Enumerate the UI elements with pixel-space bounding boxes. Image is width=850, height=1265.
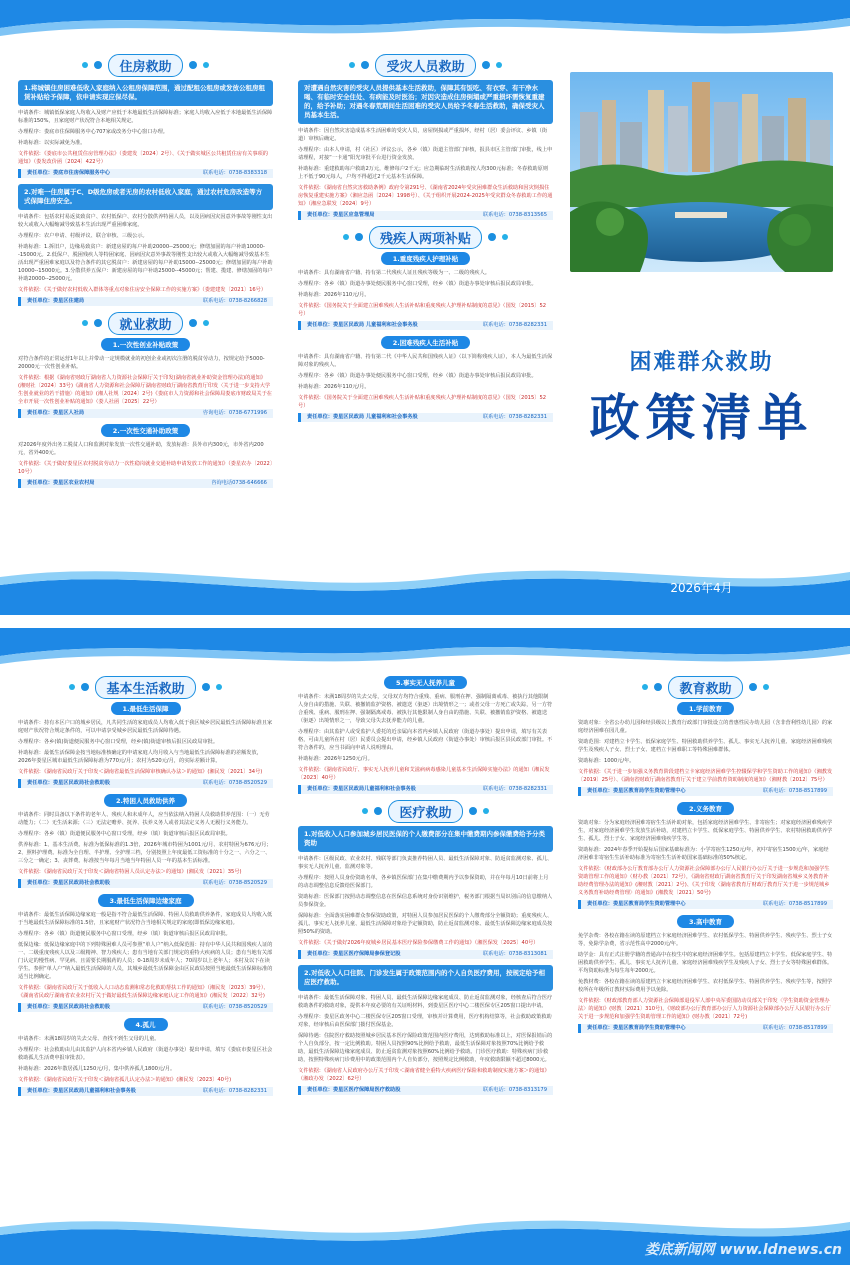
policy-text: 办理程序：各乡（镇）街道便民服务中心窗口受理，经乡（镇）街道审核后报区民政局审批。 (18, 931, 231, 937)
cover-org: 娄底市娄星区民政局 (642, 552, 760, 567)
section-title: 残疾人两项补贴 (369, 226, 482, 249)
policy-text: 申请条件：未满18周岁的失去父母，父母双方均符合重残、重病、服刑在押、强制隔离戒毒、被执行其他限制人身自由的措施、失联、被撤销监护资格、被遣送（驱逐）出境情形之一；或者父母一方死亡或失踪，另一方符合重残、重病、服刑在押、强制隔离戒毒、被执行其他限制人身自由的措施、失联、被撤销监护资格、被遣送（驱逐）出境情形之一，导致父母失去抚养能力的儿童。 (298, 694, 553, 724)
contact-bar (18, 169, 273, 178)
policy-text: 保障标准：全面落实困难群众参保资助政策，对特困人员参加居民医保的个人缴费部分全额资助；重度残疾人、孤儿、事实无人抚养儿童、最低生活保障对象给予定额资助，防止返贫监测对象、最低生活保障边缘家庭成员按照50%的资助。 (298, 913, 553, 935)
policy-banner: 1.将城镇住房困难低收入家庭纳入公租房保障范围，通过配租公租房或发放公租房租赁补贴给予保障，依申请实现应保尽保。 (18, 80, 273, 106)
policy-text: 办理程序：按照人员身份资助名单，各乡镇医保部门在集中缴费期内予以参保资助，并在年每月10日前将上月的动态调整信息反馈给医保部门。 (298, 875, 549, 889)
subsection-pill: 5.事实无人抚养儿童 (384, 676, 467, 689)
news-watermark (645, 1239, 842, 1259)
contact-bar (298, 321, 553, 330)
policy-text: 办理程序：由本人申请，村（社区）评议公示，各乡（镇）街道主管部门审核，报县市区主管部门审批，线上申请理程，对接“一卡通”阳光审批平台进行资金发放。 (298, 147, 553, 161)
policy-text: 办理程序：各乡（镇）街道便民服务中心窗口受理，经乡（镇）街道审核后报区民政局审批。 (18, 831, 231, 837)
policy-text: 申请条件：最低生活保障对象、特困人员、最低生活保障边缘家庭成员、防止返贫监测对象，经核查后符合医疗救助条件的救助对象，提供本年度必要的有关证明材料，到娄星区医疗中心二楼医保专区205窗口提出申请。 (298, 995, 553, 1009)
contact-phone: 咨询电话0738-646666 (211, 480, 267, 486)
policy-text: 补助标准：最低生活保障金按当地标准核确定的申请家庭人均月收入与当地最低生活保障标准的差额发放，2026年娄星区城市最低生活保障标准为770元/月；农村为520元/月，的实际差额计算。 (18, 750, 262, 764)
policy-text: 补助标准：2026年110元/月。 (298, 384, 370, 390)
policy-text: 补助标准：2026年1250元/月。 (298, 756, 373, 762)
policy-document: 文件依据：《湖南省民政厅、事实无人抚养儿童和艾滋病病毒感染儿童基本生活保障实施办法》的通知（湘民发〔2023〕40号） (298, 767, 550, 781)
responsible-unit: 责任单位：娄星区民政局社会救助股 (27, 1004, 111, 1010)
contact-bar (578, 1024, 833, 1033)
policy-text: 办理程序：娄底市住保障服务中心707家或改务分中心窗口办理。 (18, 129, 168, 135)
contact-phone: 联系电话：0738-8313565 (482, 212, 547, 218)
contact-bar (298, 413, 553, 422)
subsection-pill: 1.一次性创业补贴政策 (101, 338, 191, 351)
policy-text: 对符合条件的正常运营1年以上并带动一定规模就业的初创企业或初次注册的脱贫劳动力，按规定给予5000-20000元一次性创业补贴。 (18, 356, 265, 370)
contact-phone: 咨询电话：0738-6771996 (202, 410, 267, 416)
subsection-pill: 1.学前教育 (677, 702, 734, 715)
contact-phone: 联系电话：0738-8282331 (482, 786, 547, 792)
subsection-pill: 2.义务教育 (677, 802, 734, 815)
section-title: 基本生活救助 (95, 676, 195, 699)
policy-document: 文件依据：《湖南省民政厅关于印发＜湖南省特困人员认定办法＞的通知》(湘民发〔2021〕35号) (18, 869, 242, 875)
contact-phone: 联系电话：0738-8282331 (202, 1088, 267, 1094)
contact-bar (578, 787, 833, 796)
policy-document: 文件依据：《财政部办公厅教育部办公厅人力资源社会保障部办公厅人民银行办公厅关于进一步规范和加强学生资助管理工作的通知》（财办教〔2021〕72号），《湖南省财政厅湖南省教育厅关于印发湖南省城乡义务教育补助经费管理办法的通知》(湘财教〔2021〕2号)、《关于印发〈湖南省教育厅财政厅教育厅关于进一步规范城乡义务教育补助经费管理〉的通知》(湘教发〔2021〕50号) (578, 866, 830, 896)
policy-text: 办理程序：社会救助由儿由其监护人向本省内乡镇人民政府（街道办事处）提出申请，填写《娄底市娄星区社会救助孤儿生活费申报审批表》。 (18, 1047, 273, 1061)
policy-text: 办理程序：各乡（镇）街道办事处便民服务中心窗口受理，经乡（镇）街道办事处审核后报民政局审批。 (298, 281, 537, 287)
policy-text: 资助标准：医保部门按照动态调整信息在医保信息系统对身份识别维护，税务部门根据当局识别后的信息缴纳人员参保资金。 (298, 894, 553, 908)
contact-bar (298, 785, 553, 794)
policy-text: 免教材费：各校在籍在读的原建档立卡家庭经济困难学生、农村低保学生、特困供养学生、残疾学生等，按照学校所在年级所订教材实际费用予以免除。 (578, 979, 833, 993)
policy-text: 办理程序：娄星区政务中心二楼医保专区205窗口受理，审核并计算费用，医疗机构结算等，社会救助政策救助对象，经审核后由医保部门拨付医保基金。 (298, 1014, 552, 1028)
policy-document: 文件依据：《湖南省民政厅关于印发＜湖南省孤儿认定办法＞的通知》(湘民发〔2023〕40号) (18, 1077, 232, 1083)
policy-text: 保障待遇：住院医疗救助按照城乡居民基本医疗保险政策范围内医疗费用，达到救助标准以上，对医保报销后的个人自负部分，按一定比例救助。特困人员按照90%比例给予救助，最低生活保障对象按照70%比例给予救助，最低生活保障边缘家庭成员、防止返贫监测对象按照60%比例给予救助。门诊医疗救助：特殊疾病门诊救助，按照特殊疾病门诊费用中的政策范围内个人自负部分，按照规定比例救助，年度救助限额不超过8000元。 (298, 1033, 553, 1063)
contact-phone: 联系电话：0738-8282331 (482, 322, 547, 328)
policy-text: 补助标准：重建救助每户救助2万元，维修每户2千元；应急期临时生活救助按人均300元标准；冬春救助原则上不低于90元每人，户均不得超过2千元基本生活保障。 (298, 166, 548, 180)
policy-text: 助学金：具有正式注册学籍的普通高中在校生中的家庭经济困难学生。包括原建档立卡学生、低保家庭学生、特困救助供养学生、孤儿、事实无人抚养儿童、家庭经济困难残疾学生及残疾人子女、烈士子女等特殊困难群体。平均资助标准为每生每年2000元。 (578, 952, 833, 974)
brochure-outer-side (0, 0, 850, 615)
cover-org-wrap (570, 548, 833, 567)
policy-text: 供养标准：1、基本生活费。标准为低保标准的1.3倍，2026年城市特困为1001元/月、农村特困为676元/月；2、照料护理费。标准为全自理、半护理、全护理三档，分别按照上年度最低工资标准的十分之一、六分之一、三分之一确定；3、丧葬费。标准按当年每月当地当年特困人员一年的基本生活标准。 (18, 842, 272, 864)
section-header-disaster (298, 54, 553, 76)
responsible-unit: 责任单位：娄星区医疗保障局参保登记股 (307, 951, 401, 957)
policy-document: 文件依据：根据《湖南省财政厅湖南省人力资源社会保障厅关于印发(湖南省就业补助资金管理办法)的通知》(湘财社〔2024〕33号)《湖南省人力资源和社会保障厅湖南省财政厅湖南省教育厅印发〈关于进一步支持大学生创业就业的若干措施〉的通知》(湘人社规〔2024〕2号)《娄底市人力资源和社会保障局娄底市财政局关于在全市开展一次性创业补贴的通知》（娄人社函〔2025〕22号） (18, 375, 272, 405)
section-header-education (578, 676, 833, 698)
policy-banner: 1.对低收入人口参加城乡居民医保的个人缴费部分在集中缴费期内参保缴费给予分类资助 (298, 826, 553, 852)
contact-phone: 联系电话：0738-8282331 (482, 414, 547, 420)
responsible-unit: 责任单位：娄星区应急管理局 (307, 212, 375, 218)
policy-document: 文件依据：《湖南省人民政府办公厅关于印发＜湖南省健全重特大疾病医疗保险和救助制度实施方案＞的通知》（湘政办发〔2022〕62号） (298, 1068, 550, 1082)
responsible-unit: 责任单位：娄星区民政局儿童福利和社会事务股 (307, 786, 416, 792)
policy-banner: 对遭遇自然灾害的受灾人员提供基本生活救助，保障其有饭吃、有衣穿、有干净水喝、有临时安全住处、有病能及时医治；对因灾造成住房倒塌或严重损坏需恢复重建的，给予补助；对遇冬春荒期间生活困难的受灾人员给予冬春生活救助，确保受灾人员基本生活。 (298, 80, 553, 124)
policy-document: 文件依据：《关于做好娄星区农村脱贫劳动力一次性稳岗就业交通补助申请发放工作的通知》（娄星农办〔2022〕10号） (18, 461, 273, 475)
responsible-unit: 责任单位：娄星区人社局 (27, 410, 85, 416)
responsible-unit: 责任单位：娄星区民政局儿童福利和社会事务股 (27, 1088, 136, 1094)
responsible-unit: 责任单位：娄星区教育局学生资助管理中心 (587, 901, 686, 907)
policy-document: 文件依据：《财政部教育部人力资源社会保障部退役军人部中央军委国防动员部关于印发〈学生资助资金管理办法〉的通知》(财教〔2021〕310号)，《财政部办公厅教育部办公厅人力资源社会保障部办公厅人民银行办公厅关于进一步规范和加强学生资助管理工作的通知》(财办教〔2021〕72号) (578, 998, 831, 1020)
column-children-medical (298, 672, 553, 1244)
policy-document: 文件依据：《关于做好农村低收入群体等重点对象住房安全保障工作的实施方案》（娄建建发〔2021〕16号） (18, 287, 267, 293)
policy-text: 资助范围：对建档立卡学生、低保家庭学生、特困救助供养学生、孤儿、事实无人抚养儿童、家庭经济困难残疾学生及残疾人子女、烈士子女、建档立卡困难职工等特殊困难群体。 (578, 739, 833, 753)
policy-text: 资助标准：1000元/年。 (578, 758, 635, 764)
section-title: 住房救助 (108, 54, 182, 77)
policy-banner: 2.对低收入人口住院、门诊发生属于政策范围内的个人自负医疗费用，按规定给予相应医疗救助。 (298, 965, 553, 991)
city-skyline-illustration (570, 72, 833, 272)
contact-bar (298, 950, 553, 959)
policy-document: 文件依据：《娄底市公共租赁住房管理办法》（娄建发〔2024〕2号）、《关于做实城区公共租赁住房有关事项的通知》（娄发改价函〔2024〕422号） (18, 151, 268, 165)
cover-date-wrap (570, 577, 833, 596)
section-header-medical (298, 800, 553, 822)
subsection-pill: 2.特困人员救助供养 (104, 794, 187, 807)
policy-document: 文件依据：《国务院关于全面建立困难残疾人生活补贴和重度残疾人护理补贴制度的意见》（国发〔2015〕52号） (298, 395, 547, 409)
section-header-disabled (298, 226, 553, 248)
subsection-pill: 2.困难残疾人生活补贴 (381, 336, 471, 349)
top-wave-decoration (0, 628, 850, 678)
policy-text: 申请条件：同时具备以下条件的老年人、残疾人和未成年人，应当依法纳入特困人员救助供养范围：（一）无劳动能力；（二）无生活来源；（三）无法定赡养、抚养、扶养义务人或者其法定义务人无履行义务能力。 (18, 812, 270, 826)
contact-phone: 联系电话：0738-8313179 (482, 1087, 547, 1093)
subsection-pill: 4.孤儿 (124, 1018, 168, 1031)
contact-bar (18, 297, 273, 306)
contact-phone: 联系电话：0738-8520529 (202, 780, 267, 786)
policy-text: 低保边缘：低保边缘家庭中的下列特殊困难人员可参照“单人户”纳入低保范围：持有中华人民共和国残疾人证的一、二级重度残疾人以及三级精神、智力残疾人；患有当地有关部门规定的重特大疾病的人员；患有当地有关部门认定的慢性病、罕见病、且需要长期服药的人员；0-18周岁未成年人；70周岁以上老年人；本村及以下在读学生。参照“单人户”纳入最低生活保障的人员，其城乡最低生活保障金由区民政局按照当地最低生活保障标准的适当比例确定。 (18, 942, 273, 980)
contact-bar (18, 409, 273, 418)
responsible-unit: 责任单位：娄星区农业农村局 (27, 480, 95, 486)
policy-document: 文件依据：《关于进一步加强义务教育阶段建档立卡家庭经济困难学生控辍保学和学生资助工作的通知》（湘教发〔2019〕25号）、《湖南省财政厅湖南省教育厅关于建立学前教育资助制度的通知》（湘财教〔2012〕75号） (578, 769, 833, 783)
subsection-pill: 3.高中教育 (677, 915, 734, 928)
subsection-pill: 2.一次性交通补助政策 (101, 424, 191, 437)
responsible-unit: 责任单位：娄星区医疗保障局医疗救助股 (307, 1087, 401, 1093)
subsection-pill: 1.重度残疾人护理补贴 (381, 252, 471, 265)
section-title: 医疗救助 (388, 800, 462, 823)
contact-bar (18, 1003, 273, 1012)
subsection-pill: 3.最低生活保障边缘家庭 (98, 894, 194, 907)
responsible-unit: 责任单位：娄星区民政局 儿童福利和社会事务股 (307, 414, 418, 420)
cover-title: 政策清单 (589, 389, 814, 447)
policy-document: 文件依据：《湖南省民政厅关于印发＜湖南省最低生活保障审核确认办法＞的通知》(湘民发〔2021〕34号) (18, 769, 263, 775)
contact-bar (18, 879, 273, 888)
contact-bar (18, 779, 273, 788)
policy-banner: 2.对唯一住房属于C、D级危房或者无房的农村低收入家庭，通过农村危房改造等方式保障住房安全。 (18, 184, 273, 210)
cover-subtitle-wrap (570, 345, 833, 376)
policy-document: 文件依据：《国务院关于全面建立困难残疾人生活补贴和重度残疾人护理补贴制度的意见》（国发〔2015〕52号） (298, 303, 547, 317)
contact-phone: 联系电话：0738-8383318 (202, 170, 267, 176)
policy-text: 免学杂费：各校在籍在读的原建档立卡家庭经济困难学生、农村低保学生、特困供养学生、残疾学生、烈士子女等，免除学杂费，省示范性高中2000元/年。 (578, 933, 833, 947)
brochure-inner-side (0, 628, 850, 1265)
city-skyline-photo (570, 72, 833, 272)
policy-text: 申请条件：具有湖南省户籍、持有第二代残疾人证且残疾等级为一、二级的残疾人。 (298, 270, 490, 276)
policy-text: 对2026年度外出务工脱贫人口和监测对象发放一次性交通补助，发放标准：县外市内300元，市外省内200元，省外400元。 (18, 442, 264, 456)
contact-bar (298, 1086, 553, 1095)
subsection-pill: 1.最低生活保障 (111, 702, 181, 715)
section-header-basic (18, 676, 273, 698)
column-disaster-disabled (298, 50, 553, 590)
policy-text: 办理程序：由其监护人或受监护人委托的近亲属向本省内乡镇人民政府（街道办事处）提出申请，填写有关表格，可由儿童所在村（居）民委员会提出申请，经乡镇人民政府（街道办事处）审核后报区县民政部门审批。不符合条件的，应当书面向申请人说明理由。 (298, 729, 553, 751)
contact-phone: 联系电话：0738-8520529 (202, 1004, 267, 1010)
contact-bar (578, 900, 833, 909)
cover-subtitle: 困难群众救助 (629, 350, 774, 375)
cover-date: 2026年4月 (670, 581, 733, 595)
policy-text: 申请条件：包括农村易返贫致贫户、农村低保户、农村分散供养特困人员，以及因病因灾因意外事故等刚性支出较大或收入大幅缩减导致基本生活出现严重困难家庭。 (18, 214, 273, 228)
policy-text: 申请条件：具有湖南省户籍、持有第二代《中华人民共和国残疾人证》（以下简称残疾人证），本人为最低生活保障对象的残疾人。 (298, 354, 553, 368)
responsible-unit: 责任单位：娄星区民政局社会救助股 (27, 880, 111, 886)
column-education (578, 672, 833, 1244)
column-housing-employment (18, 50, 273, 590)
section-header-housing (18, 54, 273, 76)
contact-phone: 联系电话：0738-8517899 (762, 1025, 827, 1031)
responsible-unit: 责任单位：娄星区教育局学生资助管理中心 (587, 1025, 686, 1031)
policy-text: 申请条件：城镇低保家庭人均收入及财产应低于本地最低生活保障标准；家庭人均收入应低于本地最低生活保障标准的150%，且家庭财产状况符合本地相关规定。 (18, 110, 273, 124)
section-title: 受灾人员救助 (375, 54, 475, 77)
contact-phone: 联系电话：0738-8313081 (482, 951, 547, 957)
policy-text: 申请条件：区级民政、农业农村、残联等部门负责推荐特困人员、最低生活保障对象、防返贫监测对象、孤儿、事实无人抚养儿童、监测对象等。 (298, 856, 553, 870)
policy-text: 申请条件：最低生活保障边缘家庭一般是指不符合最低生活保障、特困人员救助供养条件，家庭成员人均收入低于当地最低生活保障标准的1.5倍，且家庭财产状况符合当地相关规定的家庭(即低保边缘家庭)。 (18, 912, 273, 926)
policy-text: 办理程序：农户申请、村级评议、联合审核、三级公示。 (18, 233, 148, 239)
responsible-unit: 责任单位：娄星区住建局 (27, 298, 85, 304)
section-title: 教育救助 (668, 676, 742, 699)
top-wave-decoration (0, 0, 850, 50)
responsible-unit: 责任单位：娄星区民政局 儿童福利和社会事务股 (307, 322, 418, 328)
contact-bar (18, 479, 273, 488)
watermark-text: 娄底新闻网 www.ldnews.cn (644, 1242, 842, 1258)
column-basic-living (18, 672, 273, 1244)
responsible-unit: 责任单位：娄星区民政局社会救助股 (27, 780, 111, 786)
policy-text: 资助对象：分为家庭经济困难寄宿生生活补助对象，包括家庭经济困难学生、非寄宿生；对家庭经济困难残疾学生，对家庭经济困难学生发放生活补助，对建档立卡学生、低保家庭学生、特困供养学生、农村特困救助供养学生、孤儿、烈士子女、家庭经济困难残疾学生等。 (578, 820, 833, 842)
policy-text: 补助标准：2026年散居孤儿1250元/月，集中供养孤儿1800元/月。 (18, 1066, 176, 1072)
policy-document: 文件依据：《关于做好2026年度城乡居民基本医疗保险参保缴费工作的通知》（湘医保发〔2025〕40号） (298, 940, 539, 946)
contact-phone: 联系电话：0738-8517899 (762, 901, 827, 907)
policy-document: 文件依据：《湖南省自然灾害救助条例》政府令第291号、《湖南省2024年受灾困难群众生活救助和因灾倒损住房恢复重建实施方案》（湘应急函〔2024〕1998号）、《关于组织开展2024-2025年受灾群众冬春救助工作的通知》（湘应急联发〔2024〕9号） (298, 185, 553, 207)
contact-phone: 联系电话：0738-8266828 (202, 298, 267, 304)
section-header-employment (18, 312, 273, 334)
policy-text: 补助标准：1.拆旧户，边缘易致贫户：新建房屋的每户补助20000--25000元；修缮加固的每户补助10000--15000元。2.低保户、脱困残疾人等特困家庭、因病因灾意外事故等刚性支出较大或收入大幅缩减导致基本生活出现严重困难家庭以及符合条件的其它脱贫户：新建房屋的每户补助15000--25000元；修缮加固的每户补助10000--15000元。3.分散供养五保户：新建房屋的每户补助25000--45000元；帮建、揽建、修缮加固的每户补助20000--25000元。 (18, 244, 273, 282)
cover-title-wrap (570, 378, 833, 450)
policy-text: 申请条件：持有本区户口的城乡居民，凡共同生活的家庭成员人均收入低于我区城乡居民最低生活保障标准且家庭财产状况符合规定条件的，可以申请享受城乡居民最低生活保障待遇。 (18, 720, 273, 734)
policy-text: 资助标准：2024年春季开始提标后国家基础标准为：小学寄宿生1250元/年，初中寄宿生1500元/年，家庭经济困难非寄宿生生活补助标准为寄宿生生活补助国家基础标准的50%核定。 (578, 847, 829, 861)
contact-phone: 联系电话：0738-8520529 (202, 880, 267, 886)
contact-bar (298, 211, 553, 220)
policy-document: 文件依据：《湖南省民政厅关于低收入人口动态监测和常态化救助帮扶工作的通知》（湘民发〔2023〕39号）、《湖南省民政厅湖南省农业农村厅关于做好最低生活保障边缘家庭认定工作的通知》(湘民发〔2022〕32号) (18, 985, 269, 999)
policy-text: 补助标准：以实际减免为准。 (18, 140, 86, 146)
policy-text: 办理程序：各乡（镇）街道办事处便民服务中心窗口受理，经乡（镇）街道办事处审核后报民政局审批。 (298, 373, 537, 379)
contact-phone: 联系电话：0738-8517899 (762, 788, 827, 794)
section-title: 就业救助 (108, 312, 182, 335)
policy-text: 申请条件：未满18周岁的失去父母、查找不到生父母的儿童。 (18, 1036, 160, 1042)
policy-text: 办理程序：各乡(镇)街道便民服务中心窗口受理，经乡(镇)街道审核后报区民政局审批。 (18, 739, 219, 745)
policy-text: 资助对象：全省公办幼儿园和经县级以上教育行政部门审批设立的普惠性民办幼儿园（含非营利性幼儿园）的家庭经济困难在园儿童。 (578, 720, 833, 734)
policy-text: 申请条件：因自然灾害造成基本生活困难的受灾人员，房屋倒损或严重损坏，经村（居）委会评议、乡镇（街道）审核后确定。 (298, 128, 548, 142)
responsible-unit: 责任单位：娄星区教育局学生资助管理中心 (587, 788, 686, 794)
contact-bar (18, 1087, 273, 1096)
responsible-unit: 责任单位：娄底市住房保障服务中心 (27, 170, 111, 176)
policy-text: 补助标准：2026年110元/月。 (298, 292, 370, 298)
